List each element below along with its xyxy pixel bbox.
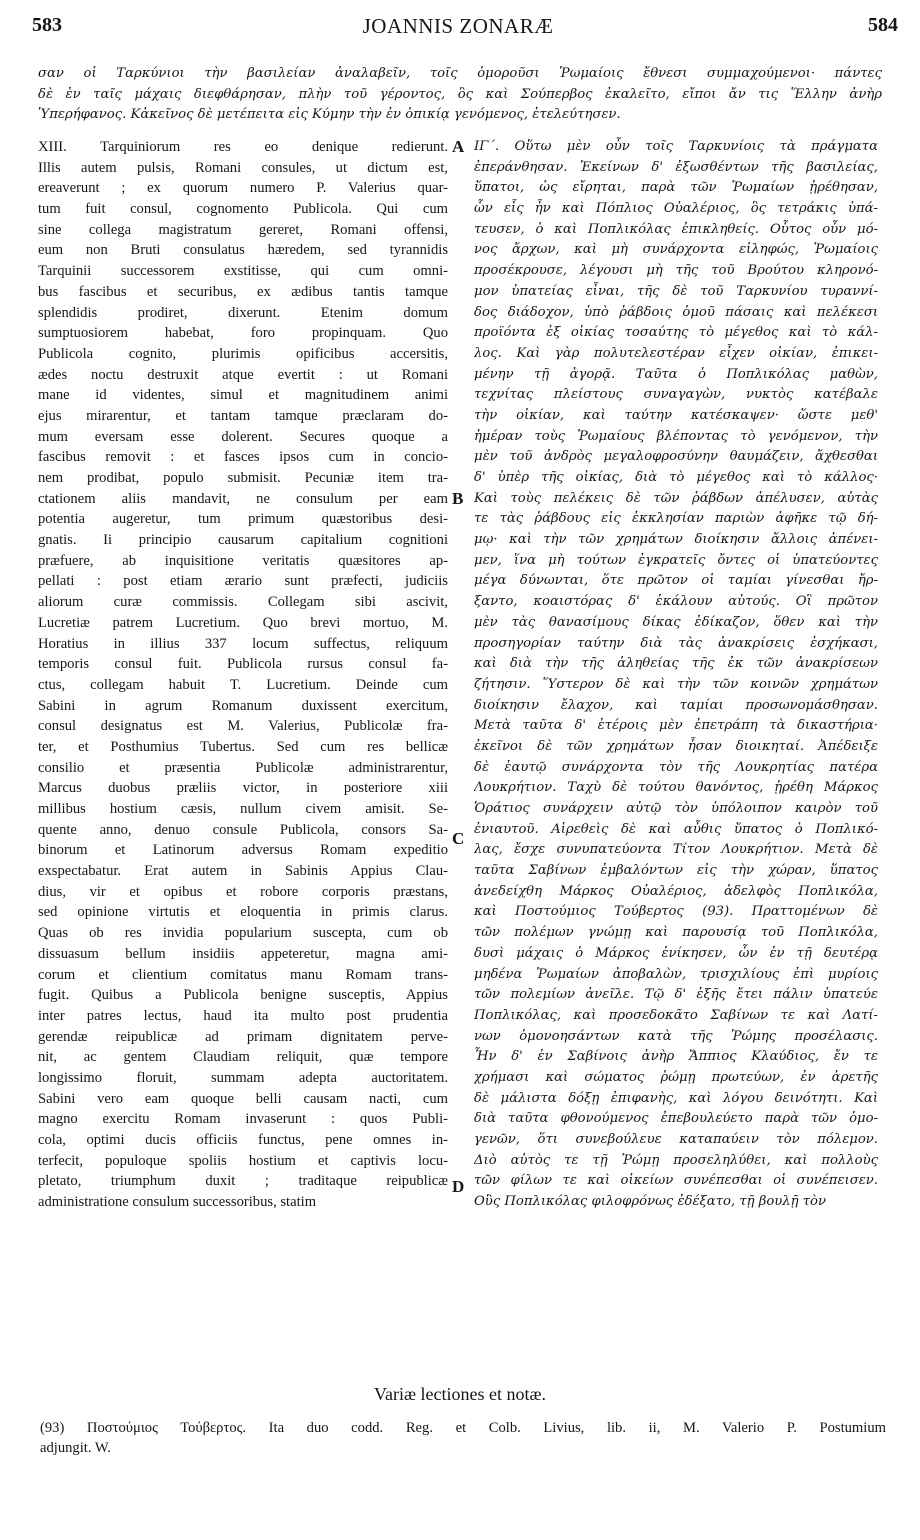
latin-text-line: bus fascibus et securibus, ex ædibus tantis tamque [38, 283, 448, 300]
latin-text-line: sed opinione virtutis et eloquentia in primis clarus. [38, 904, 448, 921]
latin-text-line: Horatius in illius 337 locum suffectus, reliquum [38, 635, 448, 652]
greek-text-line: διὰ ταῦτα φθονούμενος ἐπεβουλεύετο παρὰ τῶν ὁμο- [474, 1111, 878, 1127]
latin-text-line: fascibus removit : et fasces ipsos cum in concio- [38, 449, 448, 466]
greek-text-line: ὧν εἷς ἦν καὶ Πόπλιος Οὐαλέριος, ὃς τετράκις ὑπά- [474, 201, 878, 217]
latin-text-line: gnatis. Ii principio causarum capitalium cognitioni [38, 532, 448, 549]
latin-text-line: Sabini vero eam quoque belli causam nacti, cum [38, 1090, 448, 1107]
latin-text-line: nit, ac gentem Claudiam reliquit, quæ tempore [38, 1049, 448, 1066]
greek-text-line: τῶν πολεμίων ἀνεῖλε. Τῷ δ' ἑξῆς ἔτει πάλιν ὑπατεύε [474, 987, 878, 1003]
latin-text-line: Illis autem pulsis, Romani consules, ut dictum est, [38, 159, 448, 176]
greek-text-line: ἐνιαυτοῦ. Αἱρεθεὶς δὲ καὶ αὖθις ὕπατος ὁ Ποπλικό- [474, 821, 878, 837]
section-marker-d: D [452, 1177, 465, 1196]
running-title: JOANNIS ZONARÆ [362, 14, 554, 38]
greek-text-line: ξαντο, κοαιστόρας δ' ἐκάλουν αὐτούς. Οἳ πρῶτον [474, 594, 878, 610]
latin-text-line: pellati : post etiam ærario sunt præfecti, judiciis [38, 573, 448, 590]
greek-text-line: Διὸ αὐτὸς τε τῇ Ῥώμῃ προσεληλύθει, καὶ πολλοὺς [474, 1152, 878, 1168]
greek-text-line: ταῦτα Σαβίνων ἐμβαλόντων εἰς τὴν χώραν, ὕπατος [474, 863, 878, 879]
greek-text-line: μεν, ἵνα μὴ τούτων ἐγκρατεῖς ὄντες οἱ ὑπατεύοντες [474, 552, 878, 568]
page-header [18, 6, 898, 42]
latin-text-line: eum non Bruti consulatus hæredem, sed tyrannidis [38, 242, 448, 259]
latin-text-line: splendidis prodiret, dixerunt. Etenim domum [38, 304, 448, 321]
latin-text-line: binorum et Latinorum adversus Romam expeditio [38, 842, 448, 859]
latin-text-line: Publicola cognito, plurimis opificibus accersitis, [38, 345, 448, 362]
greek-text-line: δος διάδοχον, ὑπὸ ῥάβδοις ὁμοῦ πάσαις καὶ πελέκεσι [474, 304, 878, 320]
latin-text-line: gerendæ reipublicæ ad primam dignitatem perve- [38, 1028, 448, 1045]
latin-text-line: corum et clientium comitatus manu Romam trans- [38, 966, 448, 983]
latin-text-line: Tarquinii successorem exstitisse, qui cum omni- [38, 263, 448, 280]
page-number-left: 583 [32, 14, 62, 36]
latin-text-line: Lucretiæ patrem Lucretium. Quo brevi mortuo, M. [38, 614, 448, 631]
greek-text-line: καὶ Ποστούμιος Τούβερτος (93). Πραττομένων δὲ [474, 904, 878, 920]
latin-text-line: dissuasum bellum insidiis appeteretur, magna ami- [38, 945, 448, 962]
latin-text-line: fugit. Quibus a Publicola benigne susceptis, Appius [38, 987, 448, 1004]
latin-text-line: ctationem aliis mandavit, ne consulum per eam [38, 490, 448, 507]
latin-text-line: mum eversam esse dolerent. Secures quoque a [38, 428, 448, 445]
greek-text-line: λας, ἔσχε συνυπατεύοντα Τίτον Λουκρήτιον. Μετὰ δὲ [474, 842, 878, 858]
greek-text-line: νος ἄρχων, καὶ μὴ συνάρχοντα εἰληφώς, Ῥωμαίοις [474, 242, 878, 258]
page-number-right: 584 [868, 14, 898, 36]
greek-text-line: χρήμασι καὶ σώματος ῥώμῃ πρωτεύων, ἐν ἀρετῆς [474, 1069, 878, 1085]
latin-text-line: Sabini in agrum Romanum duxissent exercitum, [38, 697, 448, 714]
greek-text-line: μηδένα Ῥωμαίων ἀποβαλὼν, τρισχιλίους ἐπὶ μυρίοις [474, 966, 878, 982]
greek-text-line: Ὁράτιος συνάρχειν αὐτῷ τὸν ὑπόλοιπον καιρὸν τοῦ [474, 801, 878, 816]
latin-text-line: Quas ob res invidia popularium suscepta, cum ob [38, 925, 448, 942]
latin-text-line: aliorum curæ commissis. Collegam sibi ascivit, [38, 594, 448, 611]
greek-text-line: δὲ μάλιστα δόξῃ ἐπιφανὴς, καὶ λόγου δεινότητι. Καὶ [474, 1090, 878, 1106]
latin-text-line: longissimo floruit, summam adepta auctoritatem. [38, 1069, 448, 1086]
greek-text-line: ἐπεράνθησαν. Ἐκείνων δ' ἐξωσθέντων τῆς βασιλείας, [474, 159, 878, 175]
latin-text-line: ædes noctu destruxit atque evertit : ut Romani [38, 366, 448, 383]
latin-text-line: ter, et Posthumius Tubertus. Sed cum res bellicæ [38, 738, 448, 755]
greek-text-line: Ἦν δ' ἐν Σαβίνοις ἀνὴρ Ἄππιος Κλαύδιος, ἔν τε [474, 1049, 878, 1065]
greek-text-line: ἀνεδείχθη Μάρκος Οὐαλέριος, ἀδελφὸς Ποπλικόλα, [474, 883, 878, 899]
section-marker-b: B [452, 489, 464, 508]
greek-text-line: δ' ὑπὲρ τῆς οἰκίας, διὰ τὸ μέγεθος καὶ τὸ κάλλος· [474, 470, 878, 485]
latin-text-line: quente anno, denuo consule Publicola, consors Sa- [38, 821, 448, 838]
latin-text-line: Marcus duobus præliis victor, in posteriore xiii [38, 780, 448, 797]
greek-text-line: τευσεν, ὁ καὶ Ποπλικόλας ἐπικληθείς. Οὗτος οὖν μό- [474, 221, 878, 237]
greek-column [474, 137, 878, 1213]
greek-text-line: Καὶ τοὺς πελέκεις δὲ τῶν ῥάβδων ἀπέλυσεν, αὐτὰς [474, 490, 878, 506]
text-line: Ὑπερήφανος. Κἀκεῖνος δὲ μετέπειτα εἰς Κύμην τὴν ἐν ὀπικίᾳ γενόμενος, ἐτελεύτησεν. [38, 107, 621, 123]
greek-text-line: τῶν πολέμων γνώμῃ καὶ παρουσίᾳ τοῦ Ποπλικόλα, [474, 925, 878, 941]
greek-text-line: γενῶν, ὅτι συνεβούλευε καταπαύειν τὸν πόλεμον. [474, 1132, 878, 1147]
text-line: δὲ ἐν ταῖς μάχαις διεφθάρησαν, πλὴν τοῦ γέροντος, ὃς καὶ Σούπερβος ἐκαλεῖτο, εἴποι ἄν τις Ἕλλην ἀνὴρ [38, 86, 882, 102]
greek-text-line: προϊόντα ἐξ οἰκίας τοσαύτης τὸ μέγεθος καὶ τὸ κάλ- [474, 325, 878, 341]
greek-text-line: ἐκεῖνοι δὲ τῶν χρημάτων ἦσαν διοικηταί. Ἀπέδειξε [474, 738, 878, 754]
greek-continuation-fullwidth [38, 64, 882, 126]
latin-text-line: administratione consulum successoribus, statim [38, 1194, 317, 1211]
greek-text-line: μον ὑπατείας εἶναι, τῆς δὲ τοῦ Ταρκυνίου τυραννί- [474, 283, 878, 299]
greek-text-line: μὲν τὰς θανασίμους δίκας ἐδίκαζον, ὅθεν καὶ τὴν [474, 614, 878, 630]
greek-text-line: Ποπλικόλας, καὶ προσεδοκᾶτο Σαβίνων τε καὶ Λατί- [474, 1007, 878, 1023]
notes-heading: Variæ lectiones et notæ. [374, 1384, 546, 1404]
latin-text-line: magno exercitu Romam invaserunt : quos Publi- [38, 1111, 448, 1128]
greek-text-line: μῳ· καὶ τὴν τῶν χρημάτων διοίκησιν ἄλλοις ἀπένει- [474, 532, 878, 548]
greek-text-line: ἡμέραν τοὺς Ῥωμαίους βλέποντας τὸ γενόμενον, τὴν [474, 428, 878, 444]
latin-text-line: consilio et præsentia Publicolæ administrarentur, [38, 759, 448, 776]
greek-text-line: τε τὰς ῥάβδους εἰς ἐκκλησίαν παριὼν ἀφῆκε τῷ δή- [474, 511, 878, 527]
latin-text-line: tum fuit consul, cognomento Publicola. Qui cum [38, 201, 448, 218]
greek-text-line: τῶν φίλων τε καὶ οἰκείων συνέπεσθαι οἱ συνέπεισεν. [474, 1173, 878, 1189]
greek-text-line: μὲν τοῦ ἀνδρὸς μεγαλοφροσύνην θαυμάζειν, ἄχθεσθαι [474, 449, 878, 465]
greek-text-line: νων ὁμονοησάντων κατὰ τῆς Ῥώμης προσέλασις. [474, 1028, 878, 1044]
greek-text-line: ζήτησιν. Ὕστερον δὲ καὶ τὴν τῶν κοινῶν χρημάτων [474, 676, 878, 692]
latin-column [38, 137, 448, 1213]
greek-text-line: μένην τῇ ἀγορᾷ. Ταῦτα ὁ Ποπλικόλας μαθὼν, [474, 366, 878, 382]
greek-text-line: Οὓς Ποπλικόλας φιλοφρόνως ἐδέξατο, τῇ βουλῇ τὸν [474, 1194, 826, 1210]
note-line: (93) Ποστούμιος Τούβερτος. Ita duo codd. Reg. et Colb. Livius, lib. ii, M. Valerio P. Postumium [40, 1420, 886, 1436]
footnotes [40, 1418, 886, 1458]
latin-text-line: mane id videntes, simul et magnitudinem animi [38, 387, 448, 404]
greek-text-line: δυσὶ μάχαις ὁ Μάρκος ἐνίκησεν, ὧν ἐν τῇ δευτέρᾳ [474, 945, 878, 961]
latin-text-line: ctus, collegam habuit T. Lucretium. Deinde cum [38, 676, 448, 693]
latin-text-line: ejus mirarentur, et tantam tamque præclaram do- [38, 407, 448, 424]
greek-text-line: τὴν οἰκίαν, καὶ ταύτην κατέσκαψεν· ὥστε μεθ' [474, 407, 878, 423]
greek-text-line: διοίκησιν ἔλαχον, καὶ ταμίαι προσωνομάσθησαν. [474, 697, 878, 713]
latin-text-line: XIII. Tarquiniorum res eo denique redierunt. [38, 139, 448, 155]
latin-text-line: sumptuosiorem habebat, foro propinquam. Quo [38, 325, 448, 342]
greek-text-line: προσηγορίαν ταύτην διὰ τὰς ἀνακρίσεις ἐσχήκασι, [474, 635, 878, 651]
latin-text-line: cola, optimi ducis officiis functus, pene omnes in- [38, 1132, 448, 1148]
text-line: σαν οἱ Ταρκύνιοι τὴν βασιλείαν ἀναλαβεῖν, τοῖς ὁμοροῦσι Ῥωμαίοις ἔθνεσι συμμαχούμενοι· πάντες [38, 66, 882, 81]
greek-text-line: τεχνίτας πλείστους συναγαγὼν, νυκτὸς κατέβαλε [474, 387, 878, 403]
latin-text-line: præfuere, ab inquisitione veritatis quæsitores ap- [38, 552, 448, 569]
latin-text-line: consul designatus est M. Valerius, Publicolæ fra- [38, 718, 448, 735]
greek-text-line: δὲ ἑαυτῷ συνάρχοντα τὸν τῆς Λουκρητίας πατέρα [474, 759, 878, 775]
greek-text-line: Λουκρήτιον. Ταχὺ δὲ τούτου θανόντος, ᾑρέθη Μάρκος [474, 780, 878, 796]
latin-text-line: inter patres lectus, haud ita multo post prudentia [38, 1007, 448, 1024]
greek-text-line: προσέκρουσε, λέγουσι μὴ τῆς τοῦ Βρούτου κληρονό- [474, 263, 878, 279]
latin-text-line: terfecit, populoque spoliis hostium et captivis locu- [38, 1152, 448, 1169]
greek-text-line: Μετὰ ταῦτα δ' ἑτέροις μὲν ἐπετράπη τὰ δικαστήρια· [474, 718, 878, 734]
greek-text-line: ὕπατοι, ὡς εἴρηται, παρὰ τῶν Ῥωμαίων ᾑρέθησαν, [474, 180, 878, 196]
latin-text-line: nem prodibat, populo submisit. Pecuniæ item tra- [38, 470, 448, 486]
greek-text-line: λος. Καὶ γὰρ πολυτελεστέραν εἶχεν οἰκίαν, ἐπικει- [474, 345, 878, 361]
latin-text-line: millibus hostium cæsis, nullum civem amisit. Se- [38, 801, 448, 817]
greek-text-line: ΙΓ΄. Οὕτω μὲν οὖν τοῖς Ταρκυνίοις τὰ πράγματα [474, 139, 878, 154]
latin-text-line: sine collega magistratum gereret, Romani offensi, [38, 221, 448, 238]
section-marker-c: C [452, 829, 465, 848]
greek-text-line: καὶ διὰ τὴν τῆς ἀληθείας τῆς ἐκ τῶν ἀνακρίσεων [474, 656, 878, 672]
latin-text-line: pletato, triumphum duxit ; traditaque reipublicæ [38, 1173, 448, 1190]
note-line: adjungit. W. [40, 1440, 111, 1456]
section-marker-a: A [452, 137, 465, 156]
latin-text-line: ereaverunt ; ex quorum numero P. Valerius quar- [38, 180, 448, 197]
latin-text-line: exspectabatur. Erat autem in Sabinis Appius Clau- [38, 863, 448, 880]
latin-text-line: potentia augeretur, tum primum quæstoribus desi- [38, 511, 448, 528]
latin-text-line: temporis consul fuit. Publicola rursus consul fa- [38, 656, 448, 673]
latin-text-line: dius, vir et opibus et robore corporis præstans, [38, 883, 448, 900]
greek-text-line: μέγα δύνωνται, ὅτε πρῶτον οἱ ταμίαι γίνεσθαι ἤρ- [474, 573, 878, 589]
